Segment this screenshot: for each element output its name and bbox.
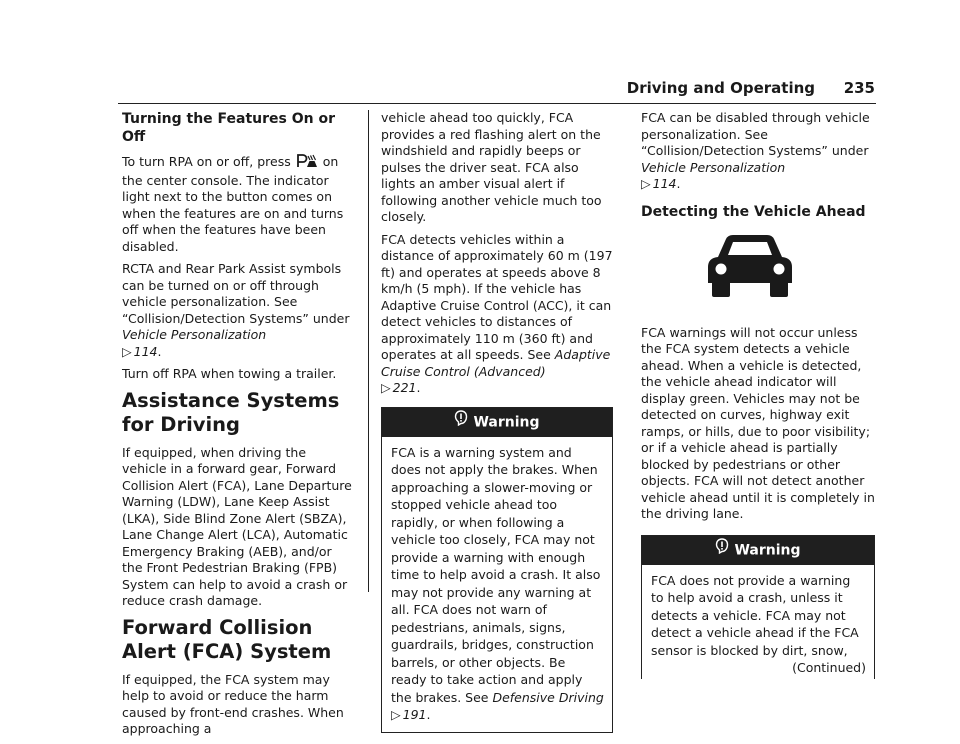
warning-label: Warning: [473, 414, 540, 430]
paragraph-fca-disable: FCA can be disabled through vehicle personalization. See “Collision/Detection Systems” under Vehicle Personalization ▷ 114.: [641, 110, 870, 191]
text-segment: FCA is a warning system and does not apply the brakes. When approaching a slower-moving or stopped vehicle ahead too rapidly, or when following a vehicle too closely, FCA may not provide a warning with enough time to help avoid a crash. It also may not provide any warning at all. FCA does not warn of pedestrians, animals, signs, guardrails, bridges, construction barrels, or other objects. Be ready to take action and apply the brakes. See: [391, 444, 601, 705]
vehicle-ahead-figure: [641, 231, 875, 313]
xref-arrow-icon: ▷: [391, 707, 401, 722]
text-segment: on the center console. The indicator light next to the button comes on when the features are on and turns off when the features have been disabled.: [122, 154, 344, 254]
column-1: [122, 110, 354, 744]
header-divider: [118, 103, 876, 104]
text-segment: FCA detects vehicles within a distance of approximately 60 m (197 ft) and operates at speeds above 8 km/h (5 mph). If the vehicle has Adaptive Cruise Control (ACC), it can detect vehicles to distances of approximately 110 m (360 ft) and operates at all speeds. See: [381, 231, 613, 362]
section-title: Driving and Operating: [626, 79, 815, 97]
warning-text: FCA is a warning system and does not apply the brakes. When approaching a slower-moving or stopped vehicle ahead too rapidly, or when following a vehicle too closely, FCA may not provide a warning with enough time to help avoid a crash. It also may not provide any warning at all. FCA does not warn of pedestrians, animals, signs, guardrails, bridges, construction barrels, or other objects. Be ready to take action and apply the brakes. See Defensive Driving ▷ 191.: [391, 444, 604, 722]
heading-detecting-vehicle: Detecting the Vehicle Ahead: [641, 203, 866, 220]
xref-page[interactable]: 221: [392, 380, 417, 395]
continued-label: (Continued): [792, 660, 866, 675]
xref-arrow-icon: ▷: [381, 380, 391, 395]
xref-page[interactable]: 191: [402, 707, 427, 722]
warning-body: [382, 437, 612, 732]
heading-fca-system: Forward Collision Alert (FCA) System: [122, 615, 332, 663]
page-header: [0, 80, 875, 102]
xref-link[interactable]: Defensive Driving: [492, 689, 604, 705]
warning-icon: [715, 536, 729, 565]
paragraph-fca-range: FCA detects vehicles within a distance of approximately 60 m (197 ft) and operates at speeds above 8 km/h (5 mph). If the vehicle has Adaptive Cruise Control (ACC), it can detect vehicles to distances of approximately 110 m (360 ft) and operates at all speeds. See Adaptive Cruise Control (Advanced) ▷ 221.: [381, 231, 613, 395]
text-segment: To turn RPA on or off, press: [122, 154, 291, 169]
column-2: [381, 110, 613, 733]
warning-body: [642, 565, 874, 679]
column-3: [641, 110, 875, 679]
paragraph-fca-intro: If equipped, the FCA system may help to avoid or reduce the harm caused by front-end crashes. When approaching a: [122, 671, 344, 736]
xref-link[interactable]: Adaptive Cruise Control (Advanced): [381, 347, 611, 379]
park-assist-button-icon: [297, 154, 317, 173]
warning-box-2: [641, 535, 875, 679]
xref-arrow-icon: ▷: [122, 343, 132, 359]
paragraph-rpa-toggle: [122, 154, 354, 255]
warning-icon: [454, 408, 468, 437]
vehicle-ahead-icon: [700, 231, 800, 301]
paragraph-vehicle-detection: FCA warnings will not occur unless the FCA system detects a vehicle ahead. When a vehicle is detected, the vehicle ahead indicator will display green. Vehicles may not be detected on curves, highway exit ramps, or hills, due to poor visibility; or if a vehicle ahead is partially blocked by pedestrians or other objects. FCA will not detect another vehicle ahead until it is completely in the driving lane.: [641, 324, 875, 521]
warning-header: [642, 536, 874, 565]
text-segment: RCTA and Rear Park Assist symbols can be turned on or off through vehicle personalization. See “Collision/Detection Systems” under: [122, 261, 350, 326]
heading-turning-features: Turning the Features On or Off: [122, 111, 336, 145]
xref-page[interactable]: 114: [652, 176, 677, 191]
text-segment: FCA can be disabled through vehicle personalization. See “Collision/Detection Systems” under: [641, 110, 870, 158]
paragraph-fca-alert: vehicle ahead too quickly, FCA provides a red flashing alert on the windshield and rapidly beeps or pulses the driver seat. FCA also lights an amber visual alert if following another vehicle much too closely.: [381, 110, 602, 224]
xref-link[interactable]: Vehicle Personalization: [641, 159, 786, 175]
warning-header: [382, 408, 612, 437]
warning-box: [381, 407, 613, 733]
page-number: 235: [843, 79, 875, 97]
paragraph-assistance: If equipped, when driving the vehicle in a forward gear, Forward Collision Alert (FCA), Lane Departure Warning (LDW), Lane Keep Assist (LKA), Side Blind Zone Alert (SBZA), Lane Change Alert (LCA), Automatic Emergency Braking (AEB), and/or the Front Pedestrian Braking (FPB) System can help to avoid a crash or reduce crash damage.: [122, 444, 352, 608]
column-divider: [368, 110, 369, 592]
xref-page[interactable]: 114: [133, 343, 158, 359]
paragraph-towing: Turn off RPA when towing a trailer.: [122, 366, 337, 381]
warning-text: FCA does not provide a warning to help avoid a crash, unless it detects a vehicle. FCA may not detect a vehicle ahead if the FCA sensor is blocked by dirt, snow,: [651, 572, 859, 658]
xref-link[interactable]: Vehicle Personalization: [122, 327, 267, 342]
heading-assistance-systems: Assistance Systems for Driving: [122, 388, 340, 436]
paragraph-personalization: RCTA and Rear Park Assist symbols can be turned on or off through vehicle personalization. See “Collision/Detection Systems” under Vehicle Personalization ▷ 114.: [122, 261, 350, 359]
xref-arrow-icon: ▷: [641, 176, 651, 191]
warning-label: Warning: [734, 542, 801, 558]
